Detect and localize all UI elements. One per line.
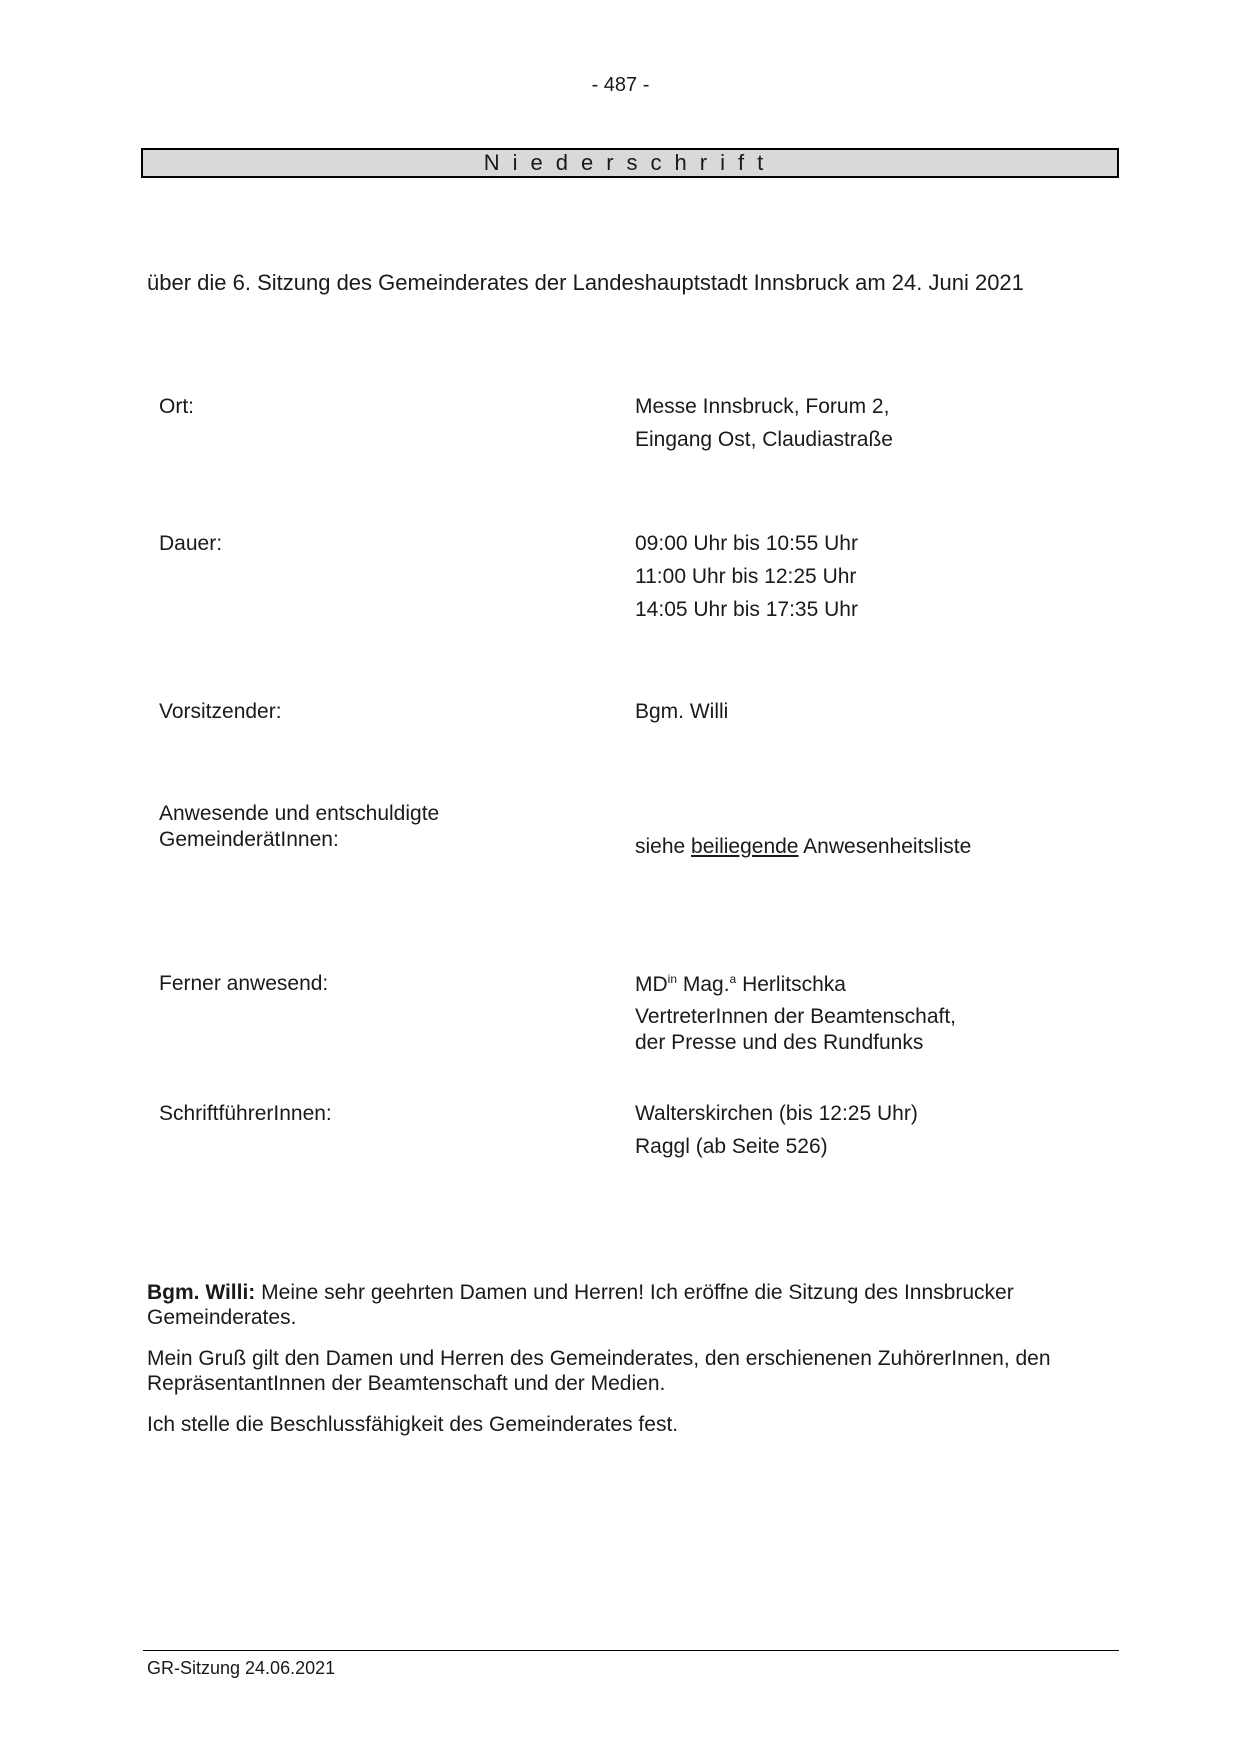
speech-paragraph-3: Ich stelle die Beschlussfähigkeit des Gemeinderates fest.	[147, 1413, 679, 1436]
ort-line-2: Eingang Ost, Claudiastraße	[635, 428, 893, 451]
ort-line-1: Messe Innsbruck, Forum 2,	[635, 395, 890, 418]
ferner-md-sup: in	[667, 972, 678, 986]
document-title: Niederschrift	[141, 148, 1119, 178]
label-schriftfuehrer: SchriftführerInnen:	[159, 1102, 332, 1125]
anwesende-underlined: beiliegende	[691, 835, 799, 858]
footer-divider	[143, 1650, 1119, 1651]
ferner-mag-sup: a	[729, 972, 737, 986]
schriftfuehrer-line-2: Raggl (ab Seite 526)	[635, 1135, 828, 1158]
speech-paragraph-2: Mein Gruß gilt den Damen und Herren des Gemeinderates, den erschienenen ZuhörerInnen, den RepräsentantInnen der Beamtenschaft und der Medien.	[147, 1347, 1051, 1395]
label-dauer: Dauer:	[159, 532, 223, 555]
speech-paragraph-1	[147, 1280, 1107, 1330]
value-vorsitzender: Bgm. Willi	[635, 700, 729, 723]
speech-p1-text: Meine sehr geehrten Damen und Herren! Ich eröffne die Sitzung des Innsbrucker Gemeinderates.	[147, 1281, 1014, 1329]
ferner-name: Herlitschka	[736, 973, 846, 996]
label-ort: Ort:	[159, 395, 194, 418]
ferner-line-1	[635, 972, 846, 997]
dauer-line-1: 09:00 Uhr bis 10:55 Uhr	[635, 532, 858, 555]
page-number: - 487 -	[591, 74, 650, 96]
anwesende-label-line-2: GemeinderätInnen:	[159, 828, 339, 851]
anwesende-suffix: Anwesenheitsliste	[798, 835, 972, 858]
label-ferner: Ferner anwesend:	[159, 972, 329, 995]
speaker-name: Bgm. Willi:	[147, 1281, 256, 1304]
dauer-line-2: 11:00 Uhr bis 12:25 Uhr	[635, 565, 857, 588]
ferner-line-2: VertreterInnen der Beamtenschaft,	[635, 1005, 957, 1028]
anwesende-label-line-1: Anwesende und entschuldigte	[159, 802, 440, 825]
label-vorsitzender: Vorsitzender:	[159, 700, 282, 723]
dauer-line-3: 14:05 Uhr bis 17:35 Uhr	[635, 598, 858, 621]
document-subtitle: über die 6. Sitzung des Gemeinderates der Landeshauptstadt Innsbruck am 24. Juni 2021	[147, 270, 1024, 295]
ferner-line-3: der Presse und des Rundfunks	[635, 1031, 924, 1054]
ferner-mag: Mag.	[677, 973, 730, 996]
footer-text: GR-Sitzung 24.06.2021	[147, 1658, 336, 1678]
ferner-md: MD	[635, 973, 668, 996]
value-anwesende	[635, 835, 971, 859]
anwesende-prefix: siehe	[635, 835, 692, 858]
schriftfuehrer-line-1: Walterskirchen (bis 12:25 Uhr)	[635, 1102, 918, 1125]
